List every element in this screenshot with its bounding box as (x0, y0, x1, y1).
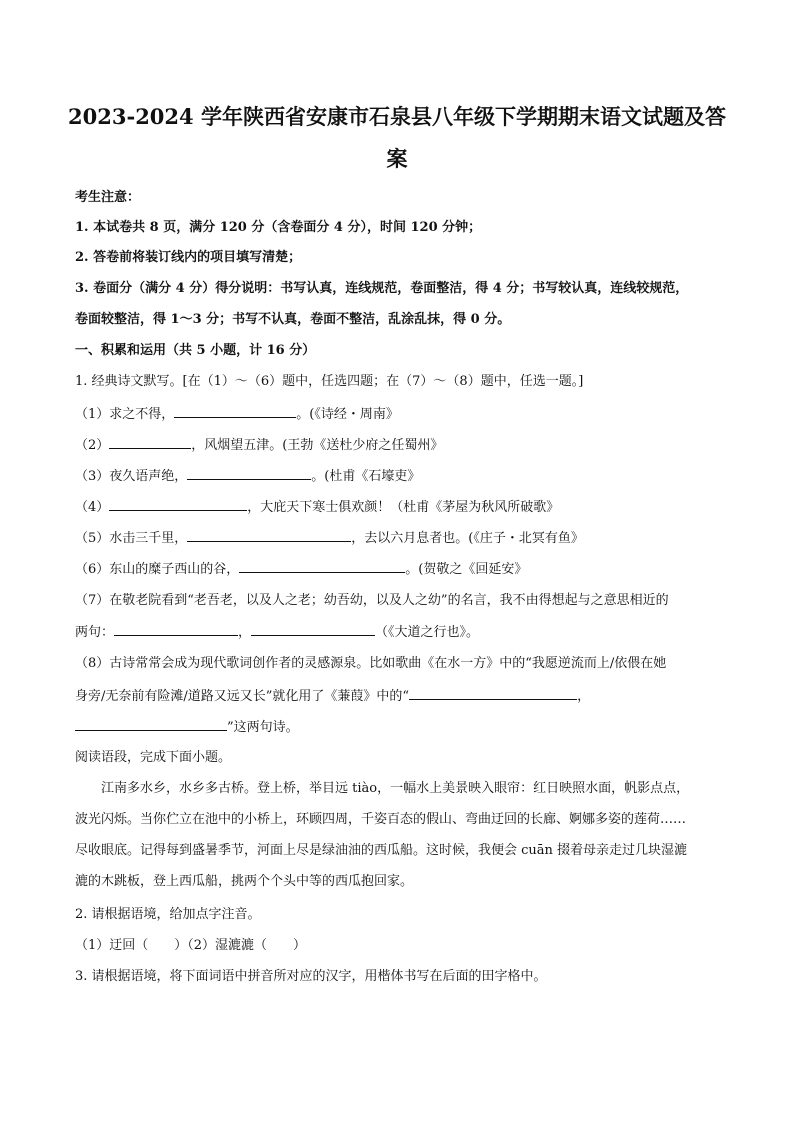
sub-7-suffix: （《大道之行也》。 (375, 625, 480, 640)
question-1-sub-8-line-2 (75, 686, 735, 707)
question-1-sub-7-line-2 (75, 622, 735, 643)
notice-heading: 考生注意： (75, 190, 141, 205)
sub-4-prefix: （4） (75, 500, 110, 515)
reading-paragraph-line-2: 波光闪烁。当你伫立在池中的小桥上，环顾四周，千姿百态的假山、弯曲迂回的长廊、婀娜多姿的莲荷…… (75, 812, 687, 827)
sub-5-suffix: ，去以六月息者也。(《庄子・北冥有鱼》 (351, 531, 584, 546)
sub-8-suffix: ”这两句诗。 (227, 720, 299, 735)
answer-blank[interactable] (187, 528, 351, 542)
answer-blank[interactable] (409, 686, 577, 700)
reading-intro: 阅读语段，完成下面小题。 (75, 750, 232, 765)
sub-1-suffix: 。(《诗经・周南》 (296, 407, 399, 422)
answer-blank[interactable] (187, 466, 311, 480)
answer-blank[interactable] (251, 622, 375, 636)
question-2-stem: 2. 请根据语境，给加点字注音。 (75, 907, 261, 922)
question-1-sub-6 (75, 559, 735, 580)
question-2-items: （1）迂回（ ）（2）湿漉漉（ ） (75, 938, 307, 953)
question-1-sub-5 (75, 528, 735, 549)
notice-item-3a: 3. 卷面分（满分 4 分）得分说明：书写认真，连线规范，卷面整洁，得 4 分；书写较认真，连线较规范， (75, 281, 689, 296)
reading-paragraph-line-3: 尽收眼底。记得每到盛暑季节，河面上尽是绿油油的西瓜船。这时候，我便会 cuān 掇着母亲走过几块湿漉 (75, 843, 688, 858)
answer-blank[interactable] (174, 404, 296, 418)
question-1-sub-1 (75, 404, 735, 425)
section-heading: 一、积累和运用（共 5 小题，计 16 分） (75, 343, 316, 358)
title-line-2: 案 (386, 146, 408, 171)
reading-paragraph-line-1: 江南多水乡，水乡多古桥。登上桥，举目远 tiào，一幅水上美景映入眼帘：红日映照水面，帆影点点， (101, 781, 690, 796)
exam-title (60, 96, 734, 180)
sub-6-prefix: （6）东山的糜子西山的谷， (75, 562, 240, 577)
question-1-sub-4 (75, 497, 735, 518)
sub-2-prefix: （2） (75, 438, 110, 453)
sub-8-separator: ， (577, 689, 591, 704)
reading-paragraph-line-4: 漉的木跳板，登上西瓜船，挑两个个头中等的西瓜抱回家。 (75, 874, 414, 889)
answer-blank[interactable] (75, 717, 227, 731)
question-1-sub-8-line-3 (75, 717, 735, 738)
sub-2-suffix: ，风烟望五津。(王勃《送杜少府之任蜀州》 (191, 438, 444, 453)
sub-8-prefix: 身旁/无奈前有险滩/道路又远又长”就化用了《蒹葭》中的“ (75, 689, 410, 704)
question-1-sub-2 (75, 435, 735, 456)
answer-blank[interactable] (109, 435, 191, 449)
notice-item-3b: 卷面较整洁，得 1～3 分；书写不认真，卷面不整洁，乱涂乱抹，得 0 分。 (75, 312, 511, 327)
sub-3-suffix: 。(杜甫《石壕吏》 (311, 469, 421, 484)
sub-7-separator: ， (238, 625, 252, 640)
sub-6-suffix: 。(贺敬之《回延安》 (405, 562, 528, 577)
notice-item-1: 1. 本试卷共 8 页，满分 120 分（含卷面分 4 分），时间 120 分钟； (75, 220, 482, 235)
question-1-stem: 1. 经典诗文默写。[在（1）～（6）题中，任选四题；在（7）～（8）题中，任选一题。] (75, 374, 584, 389)
question-3-stem: 3. 请根据语境，将下面词语中拼音所对应的汉字，用楷体书写在后面的田字格中。 (75, 969, 547, 984)
sub-5-prefix: （5）水击三千里， (75, 531, 188, 546)
sub-7-prefix: 两句： (75, 625, 115, 640)
notice-item-2: 2. 答卷前将装订线内的项目填写清楚； (75, 250, 302, 265)
answer-blank[interactable] (239, 559, 405, 573)
title-line-1: 2023-2024 学年陕西省安康市石泉县八年级下学期期末语文试题及答 (68, 104, 726, 129)
sub-3-prefix: （3）夜久语声绝， (75, 469, 188, 484)
answer-blank[interactable] (114, 622, 238, 636)
question-1-sub-8-line-1: （8）古诗常常会成为现代歌词创作者的灵感源泉。比如歌曲《在水一方》中的“我愿逆流而上/依偎在她 (75, 656, 667, 671)
question-1-sub-7-line-1: （7）在敬老院看到“老吾老，以及人之老；幼吾幼，以及人之幼”的名言，我不由得想起与之意思相近的 (75, 593, 669, 608)
answer-blank[interactable] (109, 497, 247, 511)
sub-4-suffix: ，大庇天下寒士俱欢颜！（杜甫《茅屋为秋风所破歌》 (247, 500, 560, 515)
question-1-sub-3 (75, 466, 735, 487)
sub-1-prefix: （1）求之不得， (75, 407, 175, 422)
